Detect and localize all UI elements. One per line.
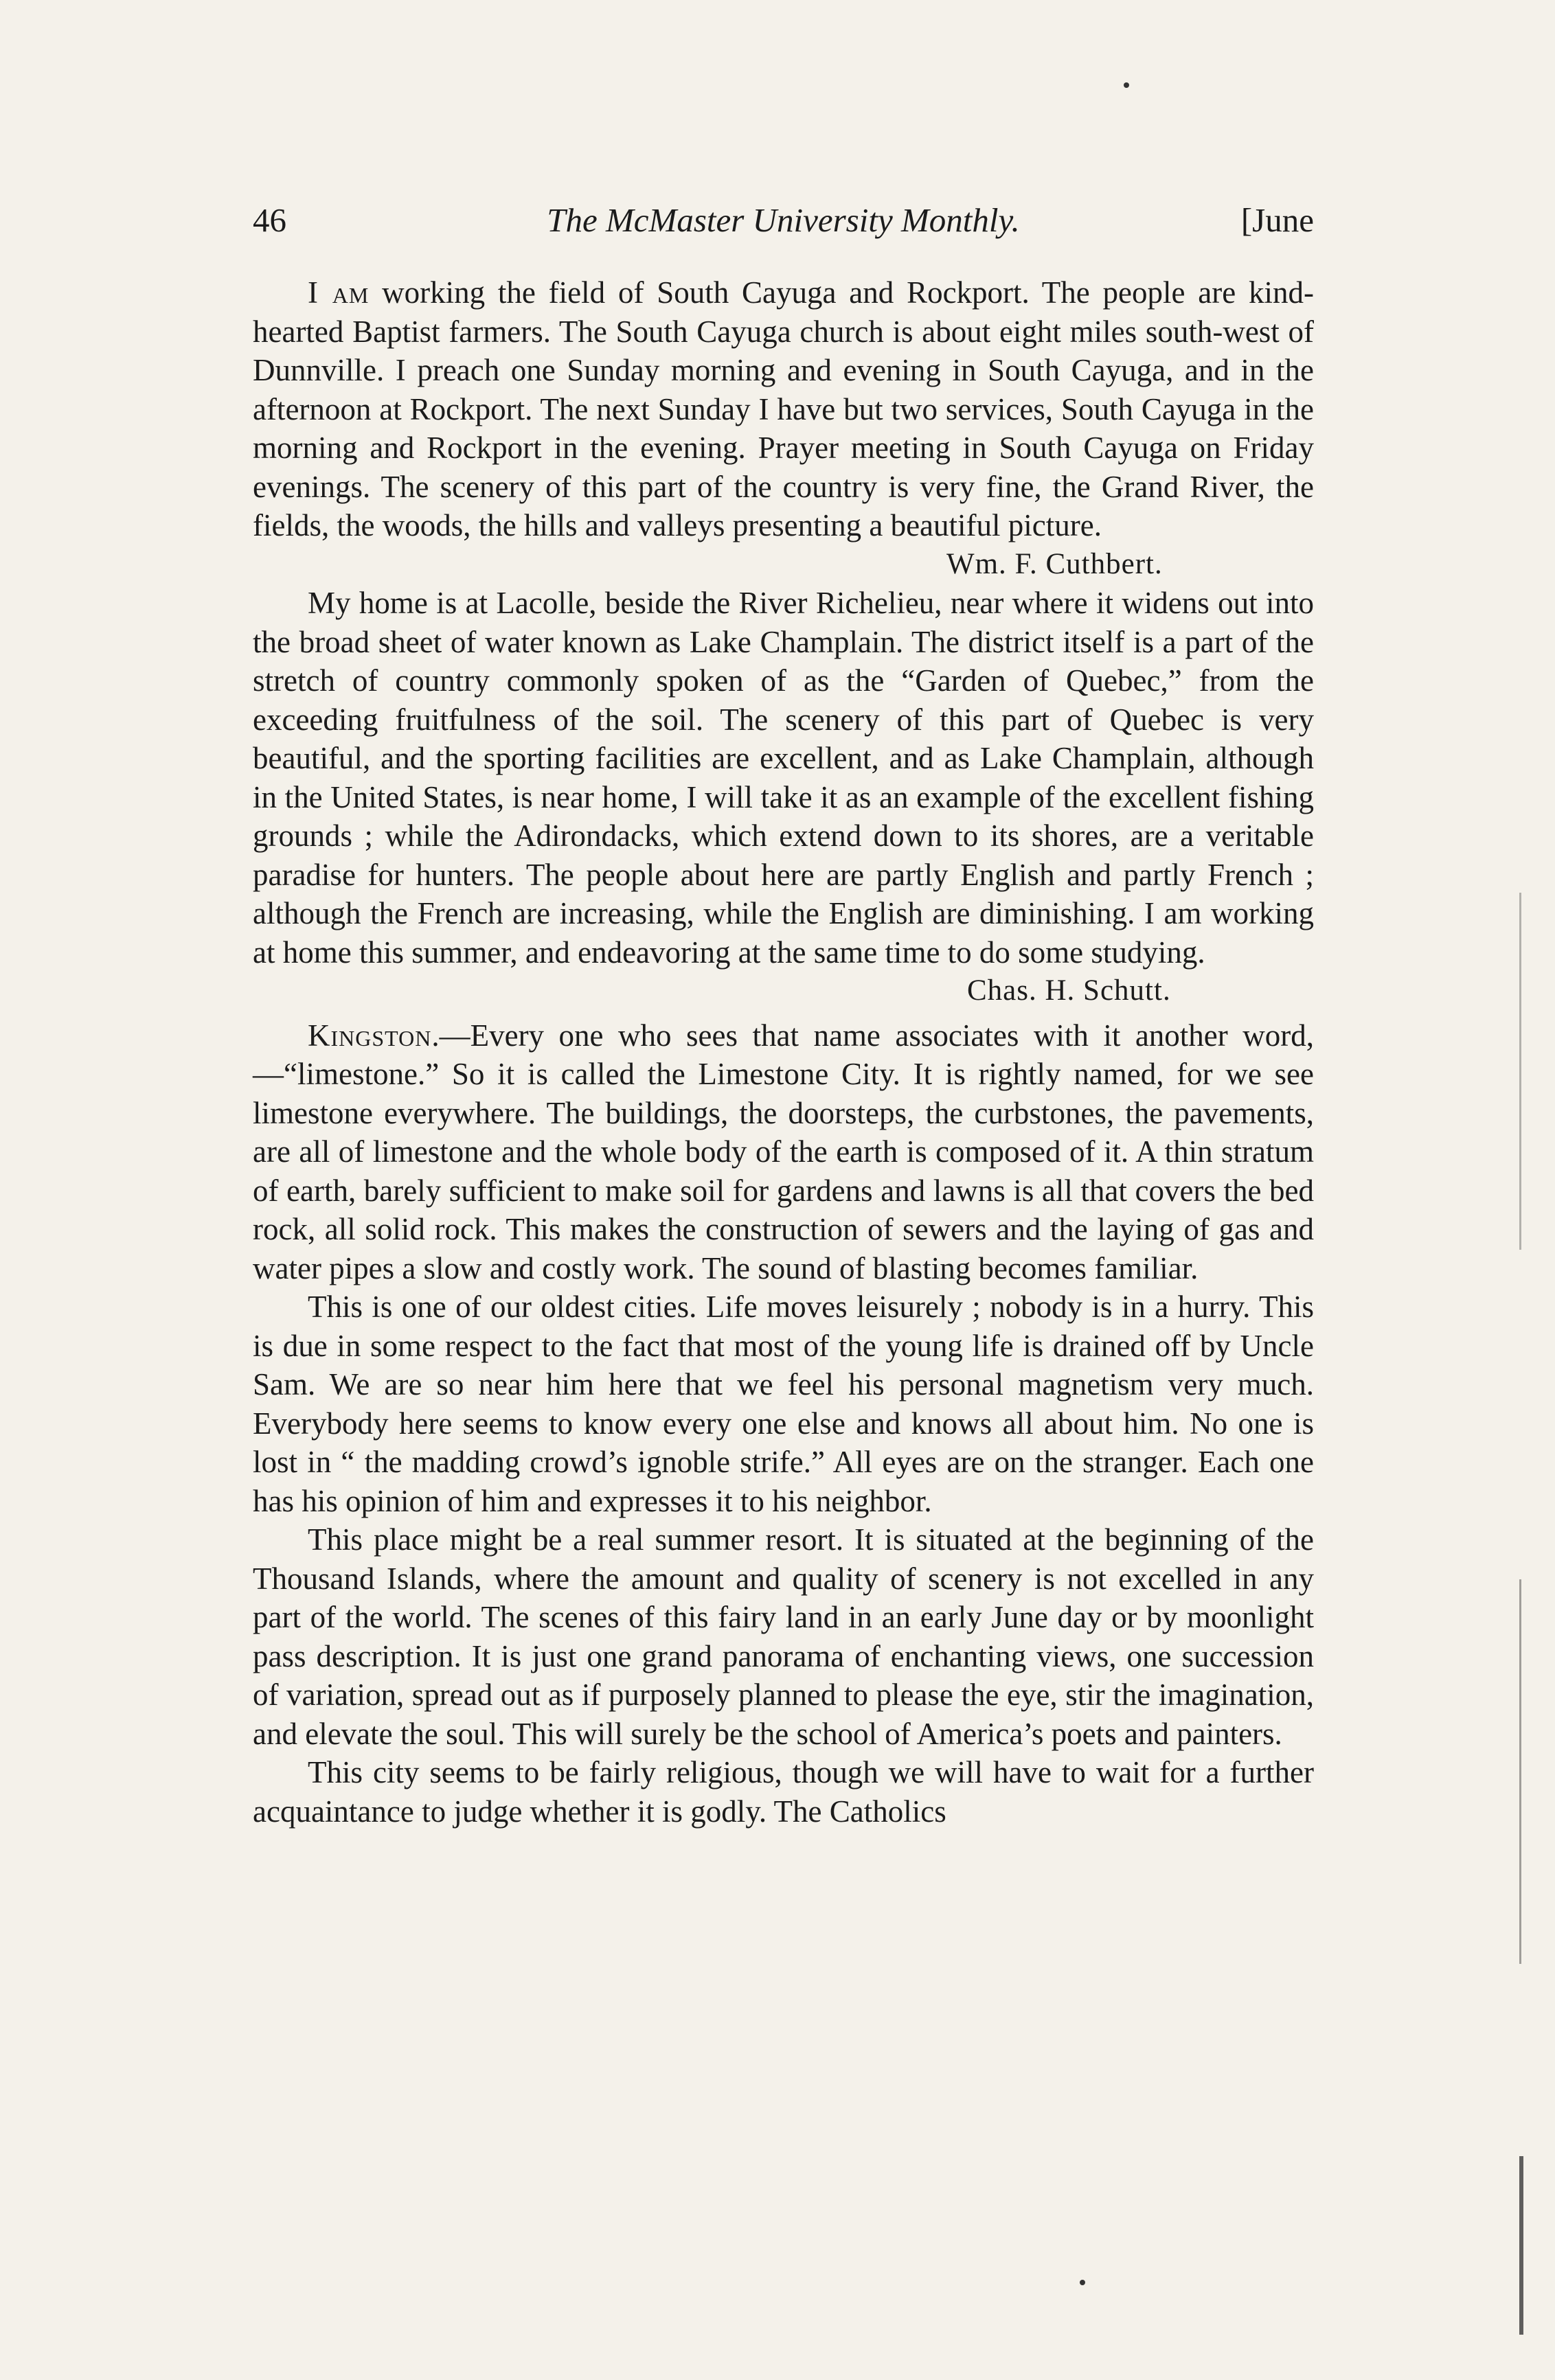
document-page <box>253 196 1314 1831</box>
paragraph-kingston-intro <box>253 1016 1314 1288</box>
issue-month: [June <box>1240 201 1314 239</box>
paragraph-kingston-life: This is one of our oldest cities. Life moves leisurely ; nobody is in a hurry. This is due in some respect to the fact that most of the young life is drained off by Uncle Sam. We are so near him here that we feel his personal magnetism very much. Everybody here seems to know every one else and knows all about him. No one is lost in “ the madding crowd’s ignoble strife.” All eyes are on the stranger. Each one has his opinion of him and expresses it to his neighbor. <box>253 1290 1314 1518</box>
paragraph-kingston-religion: This city seems to be fairly religious, though we will have to wait for a further acquaintance to judge whether it is godly. The Catholics <box>253 1755 1314 1829</box>
scan-speck-bottom <box>1080 2280 1085 2285</box>
signature-schutt: Chas. H. Schutt. <box>967 974 1171 1007</box>
signature-cuthbert: Wm. F. Cuthbert. <box>946 547 1163 580</box>
scan-edge-mark <box>1519 2156 1523 2335</box>
paragraph-cuthbert <box>253 273 1314 545</box>
paragraph-lead: Kingston <box>308 1018 432 1053</box>
scan-edge-mark <box>1519 893 1521 1250</box>
article-body <box>253 273 1314 1831</box>
paragraph-lead: I am <box>308 275 370 310</box>
paragraph-kingston-resort: This place might be a real summer resort. It is situated at the beginning of the Thousand Islands, where the amount and quality of scenery is not excelled in any part of the world. The scenes of this fairy land in an early June day or by moonlight pass description. It is just one grand panorama of enchanting views, one succession of variation, spread out as if purposely planned to please the eye, stir the imagination, and elevate the soul. This will surely be the school of America’s poets and painters. <box>253 1522 1314 1751</box>
running-title: The McMaster University Monthly. <box>547 201 1020 239</box>
scan-edge-mark <box>1519 1579 1521 1964</box>
page-number: 46 <box>253 201 286 239</box>
paragraph-text: home is at Lacolle, beside the River Richelieu, near where it widens out into the broad sheet of water known as Lake Champlain. The district itself is a part of the stretch of country commonly spoken of as the “Garden of Quebec,” from the exceeding fruitfulness of the soil. The scenery of this part of Quebec is very beautiful, and the sporting facilities are excellent, and as Lake Champlain, although in the United States, is near home, I will take it as an example of the excellent fishing grounds ; while the Adirondacks, which extend down to its shores, are a veritable paradise for hunters. The people about here are partly English and partly French ; although the French are increasing, while the English are diminishing. I am working at home this summer, and endeavoring at the same time to do some studying. <box>253 586 1314 970</box>
paragraph-lead: My <box>308 586 351 620</box>
scan-speck-top <box>1124 82 1129 88</box>
paragraph-schutt <box>253 584 1314 972</box>
paragraph-text: working the field of South Cayuga and Rockport. The people are kind-hearted Baptist farmers. The South Cayuga church is about eight miles south-west of Dunnville. I preach one Sunday morning and evening in South Cayuga, and in the afternoon at Rockport. The next Sunday I have but two services, South Cayuga in the morning and Rockport in the evening. Prayer meeting in South Cayuga on Friday evenings. The scenery of this part of the country is very fine, the Grand River, the fields, the woods, the hills and valleys presenting a beautiful picture. <box>253 275 1314 542</box>
paragraph-text: .—Every one who sees that name associates with it another word,—“limestone.” So it is called the Limestone City. It is rightly named, for we see limestone everywhere. The buildings, the doorsteps, the curbstones, the pavements, are all of limestone and the whole body of the earth is composed of it. A thin stratum of earth, barely sufficient to make soil for gardens and lawns is all that covers the bed rock, all solid rock. This makes the construction of sewers and the laying of gas and water pipes a slow and costly work. The sound of blasting becomes familiar. <box>253 1018 1314 1285</box>
page-header <box>253 196 1314 244</box>
